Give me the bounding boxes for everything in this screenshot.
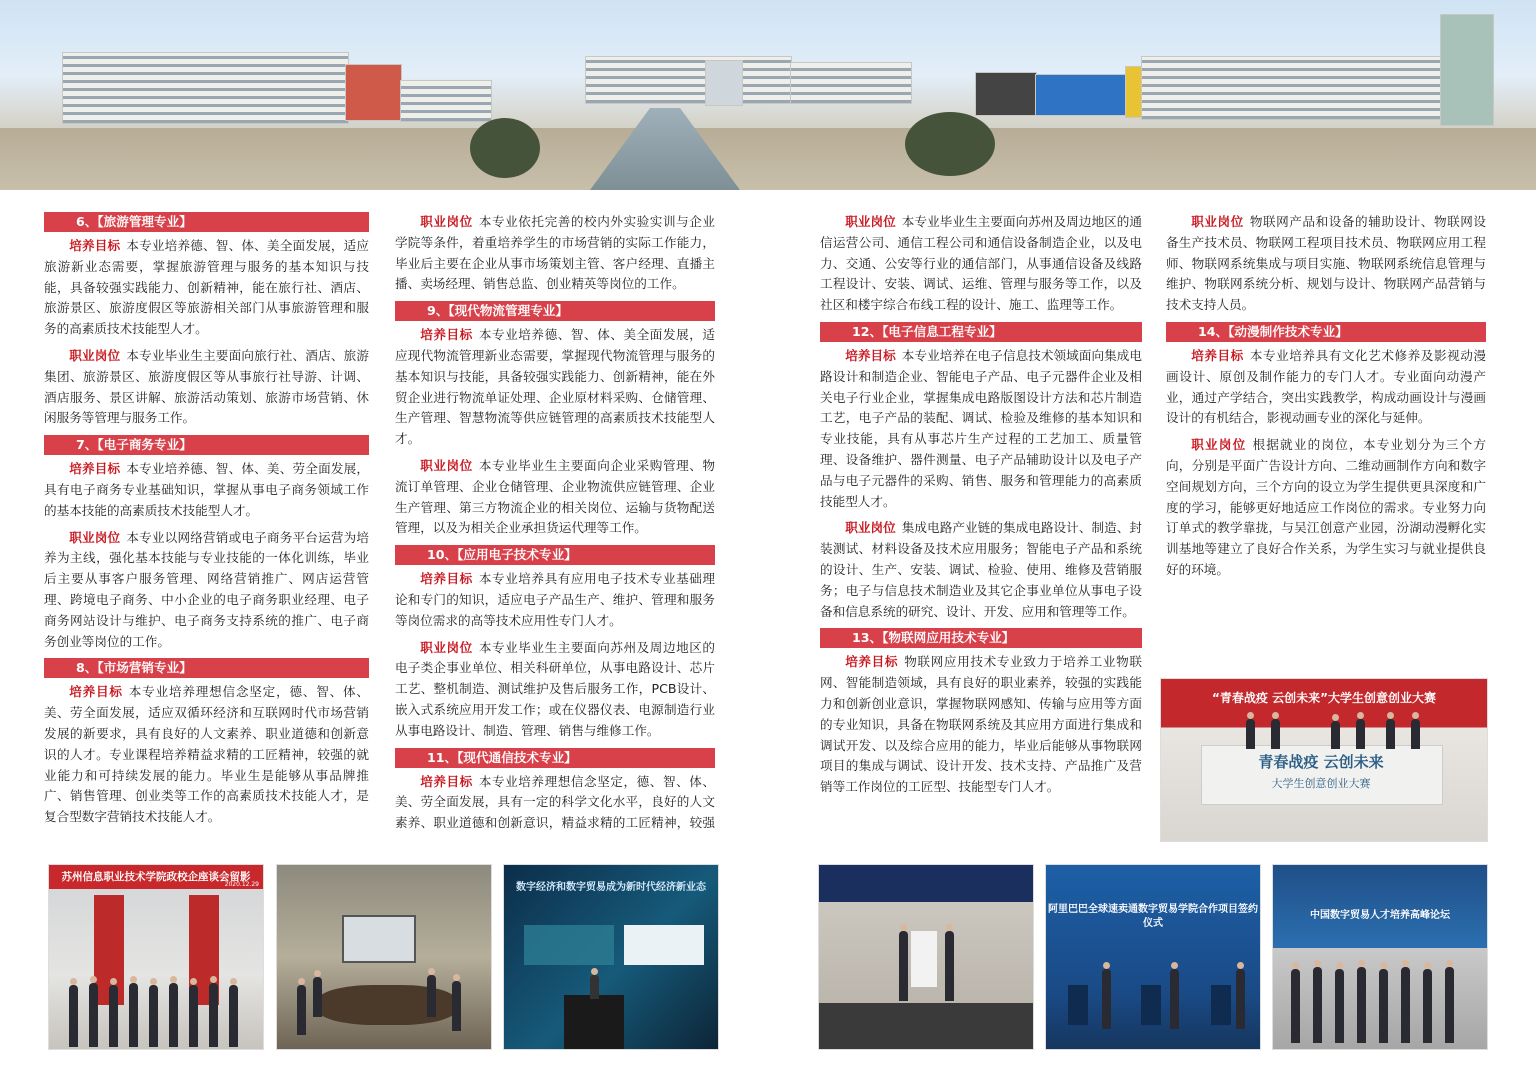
marketing-goal: 培养目标 本专业培养理想信念坚定，德、智、体、美、劳全面发展，适应双循环经济和互联网时代市场营销发展的新要求，具有良好的人文素养、职业道德和创新意识的人才。专业课程培养精益求精的工匠精神，较强的就业能力和可持续发展的能力。毕业生是能够从事品牌推广、销售管理、创业类等工作的高素质技术技能人才，是复合型数字营销技术技能人才。 [44, 684, 370, 825]
alibaba-photo-title: 阿里巴巴全球速卖通数字贸易学院合作项目签约仪式 [1048, 904, 1258, 929]
section-header-marketing: 8、【市场营销专业】 [44, 658, 369, 678]
summit-photo-title: 数字经济和数字贸易成为新时代经济新业态 [516, 882, 706, 893]
contest-banner-text: “青春战疫 云创未来”大学生创意创业大赛 [1212, 691, 1436, 705]
tourism-goal: 培养目标 本专业培养德、智、体、美全面发展，适应旅游新业态需要，掌握旅游管理与服务的基本知识与技能，具备较强实践能力、创新精神，能在旅行社、酒店、旅游景区、旅游度假区等旅游相关部门从事旅游管理和服务的高素质技术技能型人才。 [44, 238, 370, 337]
section-header-ecommerce: 7、【电子商务专业】 [44, 435, 369, 455]
animation-goal: 培养目标 本专业培养具有文化艺术修养及影视动漫画设计、原创及制作能力的专门人才。专业面向动漫产业，通过产学结合，突出实践教学，构成动画设计与漫画设计的有机结合，影视动画专业的深化与延伸。 [1166, 347, 1487, 426]
forum-group-photo [48, 864, 264, 1050]
section-header-tourism: 6、【旅游管理专业】 [44, 212, 369, 232]
electronic-info-jobs: 职业岗位 集成电路产业链的集成电路设计、制造、封装测试、材料设备及技术应用服务；智能电子产品和系统的设计、生产、安装、调试、检验、使用、维修及营销服务；电子与信息技术制造业及其它企事业单位从事电子设备和信息系统的研究、设计、开发、应用和管理等工作。 [820, 520, 1143, 619]
electronic-info-goal: 培养目标 本专业培养在电子信息技术领域面向集成电路设计和制造企业、智能电子产品、电子元器件企业及相关电子行业企业，掌握集成电路版图设计方法和芯片制造工艺，电子产品的装配、调试、检验及维修的基本知识和专业技能，具有从事芯片生产过程的工艺加工、质量管理、设备维护、器件测量、电子产品辅助设计以及电子产品与电子元器件的采购、销售、服务和管理能力的高素质技能型人才。 [820, 347, 1143, 509]
contest-photo [1160, 678, 1488, 842]
logistics-jobs: 职业岗位 本专业毕业生主要面向企业采购管理、物流订单管理、企业仓储管理、企业物流供应链管理、企业生产管理、第三方物流企业的相关岗位、运输与货物配送管理，以及为相关企业承担货运代理等工作。 [395, 457, 716, 536]
tourism-jobs: 职业岗位 本专业毕业生主要面向旅行社、酒店、旅游集团、旅游景区、旅游度假区等从事旅行社导游、计调、酒店服务、景区讲解、旅游活动策划、旅游市场营销、休闲服务等管理与服务工作。 [44, 347, 370, 426]
campus-banner-photo [0, 0, 1536, 190]
contest-board-subtext: 大学生创意创业大赛 [1271, 777, 1371, 790]
section-header-animation: 14、【动漫制作技术专业】 [1166, 322, 1486, 342]
summit-speech-photo [503, 864, 719, 1050]
contest-board-text: 青春战疫 云创未来 [1258, 753, 1384, 771]
column-3 [820, 212, 1142, 804]
section-header-communication: 11、【现代通信技术专业】 [395, 748, 715, 768]
section-header-iot: 13、【物联网应用技术专业】 [820, 628, 1142, 648]
applied-electronics-goal: 培养目标 本专业培养具有应用电子技术专业基础理论和专门的知识，适应电子产品生产、维护、管理和服务等岗位需求的高等技术应用性专门人才。 [395, 571, 716, 628]
section-header-applied-electronics: 10、【应用电子技术专业】 [395, 545, 715, 565]
applied-electronics-jobs: 职业岗位 本专业毕业生主要面向苏州及周边地区的电子类企事业单位、相关科研单位，从事电路设计、芯片工艺、整机制造、测试维护及售后服务工作，PCB设计、嵌入式系统应用开发工作；或在仪器仪表、电源制造行业从事电路设计、制造、管理、销售与维修工作。 [395, 639, 716, 738]
job-label: 职业岗位 [69, 347, 121, 363]
ecommerce-jobs: 职业岗位 本专业以网络营销或电子商务平台运营为培养为主线，强化基本技能与专业技能的一体化训练，毕业后主要从事客户服务管理、网络营销推广、网店运营管理、跨境电子商务、中小企业的电子商务职业经理、电子商务网站设计与维护、电子商务支持系统的推广、电子商务创业等岗位的工作。 [44, 529, 370, 649]
meeting-room-photo [276, 864, 492, 1050]
column-2 [395, 212, 715, 840]
animation-jobs: 职业岗位 根据就业的岗位，本专业划分为三个方向，分别是平面广告设计方向、二维动画制作方向和数字空间规划方向，三个方向的设立为学生提供更具深度和广度的学习，能够更好地适应工作岗位的需求。专业努力向订单式的教学靠拢，与吴江创意产业园，汾湖动漫孵化实训基地等建立了良好合作关系，为学生实习与就业提供良好的环境。 [1166, 437, 1487, 577]
goal-label: 培养目标 [69, 238, 121, 253]
iot-goal: 培养目标 物联网应用技术专业致力于培养工业物联网、智能制造领域，具有良好的职业素养，较强的实践能力和创新创业意识，掌握物联网感知、传输与应用等方面的专业知识，具备在物联网系统及其应用方面进行集成和调试开发、以及综合应用的能力，毕业后能够从事物联网项目的集成与调试、设计开发、技术支持、产品推广及营销等工作岗位的工匠型、技能型专门人才。 [820, 654, 1143, 795]
talent-forum-title: 中国数字贸易人才培养高峰论坛 [1310, 910, 1450, 921]
communication-jobs: 职业岗位 本专业毕业生主要面向苏州及周边地区的通信运营公司、通信工程公司和通信设备制造企业，以及电力、交通、公安等行业的通信部门，从事通信设备及线路工程设计、安装、调试、运维、管理与服务等工作，以及社区和楼宇综合布线工程的设计、施工、监理等工作。 [820, 214, 1143, 313]
column-1 [44, 212, 369, 834]
iot-jobs: 职业岗位 物联网产品和设备的辅助设计、物联网设备生产技术员、物联网工程项目技术员、物联网应用工程师、物联网系统集成与项目实施、物联网系统信息管理与维护、物联网系统分析、规划与设计、物联网产品营销与技术支持人员。 [1166, 214, 1487, 313]
communication-goal: 培养目标 本专业培养理想信念坚定，德、智、体、美、劳全面发展，具有一定的科学文化水平，良好的人文素养、职业道德和创新意识，精益求精的工匠精神，较强 [395, 773, 715, 831]
marketing-jobs: 职业岗位 本专业依托完善的校内外实验实训与企业学院等条件，着重培养学生的市场营销的实际工作能力，毕业后主要在企业从事市场策划主管、客户经理、直播主播、卖场经理、销售总监、创业精英等岗位的工作。 [395, 214, 716, 292]
talent-forum-photo [1272, 864, 1488, 1050]
section-header-logistics: 9、【现代物流管理专业】 [395, 301, 715, 321]
forum-photo-title: 苏州信息职业技术学院政校企座谈会留影 [61, 871, 251, 883]
alibaba-signing-photo [1045, 864, 1261, 1050]
ecommerce-goal: 培养目标 本专业培养德、智、体、美、劳全面发展，具有电子商务专业基础知识，掌握从事电子商务领域工作的基本技能的高素质技术技能型人才。 [44, 461, 370, 518]
logistics-goal: 培养目标 本专业培养德、智、体、美全面发展，适应现代物流管理新业态需要，掌握现代物流管理与服务的基本知识与技能，具备较强实践能力、创新精神，能在外贸企业进行物流单证处理、企业原材料采购、仓储管理、生产管理、智慧物流等供应链管理的高素质技术技能型人才。 [395, 327, 716, 447]
forum-photo-date: 2020.12.29 [224, 881, 259, 888]
section-header-electronic-info: 12、【电子信息工程专业】 [820, 322, 1142, 342]
signing-ceremony-photo [818, 864, 1034, 1050]
column-4 [1166, 212, 1486, 587]
